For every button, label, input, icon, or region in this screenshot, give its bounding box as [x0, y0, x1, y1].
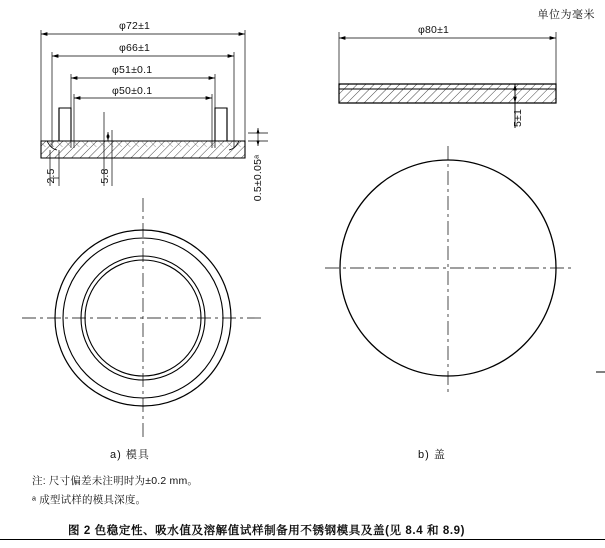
caption-lid: b) 盖 — [418, 449, 446, 461]
lid-views — [325, 32, 605, 392]
dim-mold-rib-height: 5.8 — [99, 168, 111, 184]
dim-mold-wall-thickness: 2.5 — [45, 168, 57, 184]
dim-mold-outer-diameter: φ72±1 — [119, 20, 151, 32]
dim-lid-thickness: 5±1 — [512, 108, 524, 128]
caption-mold: a) 模具 — [110, 449, 150, 461]
unit-note: 单位为毫米 — [537, 9, 595, 21]
dim-mold-depth: 0.5±0.05ᵃ — [252, 154, 264, 202]
note-tolerance: 注: 尺寸偏差未注明时为±0.2 mm。 — [32, 475, 199, 487]
note-depth-footnote: ᵃ 成型试样的模具深度。 — [32, 494, 147, 506]
dim-mold-third-diameter: φ51±0.1 — [112, 64, 153, 76]
bottom-divider — [0, 539, 605, 540]
dim-mold-inner-diameter: φ50±0.1 — [112, 85, 153, 97]
figure-title: 图 2 色稳定性、吸水值及溶解值试样制备用不锈钢模具及盖(见 8.4 和 8.9) — [68, 525, 466, 537]
dim-mold-second-diameter: φ66±1 — [119, 42, 151, 54]
dim-lid-diameter: φ80±1 — [418, 24, 450, 36]
